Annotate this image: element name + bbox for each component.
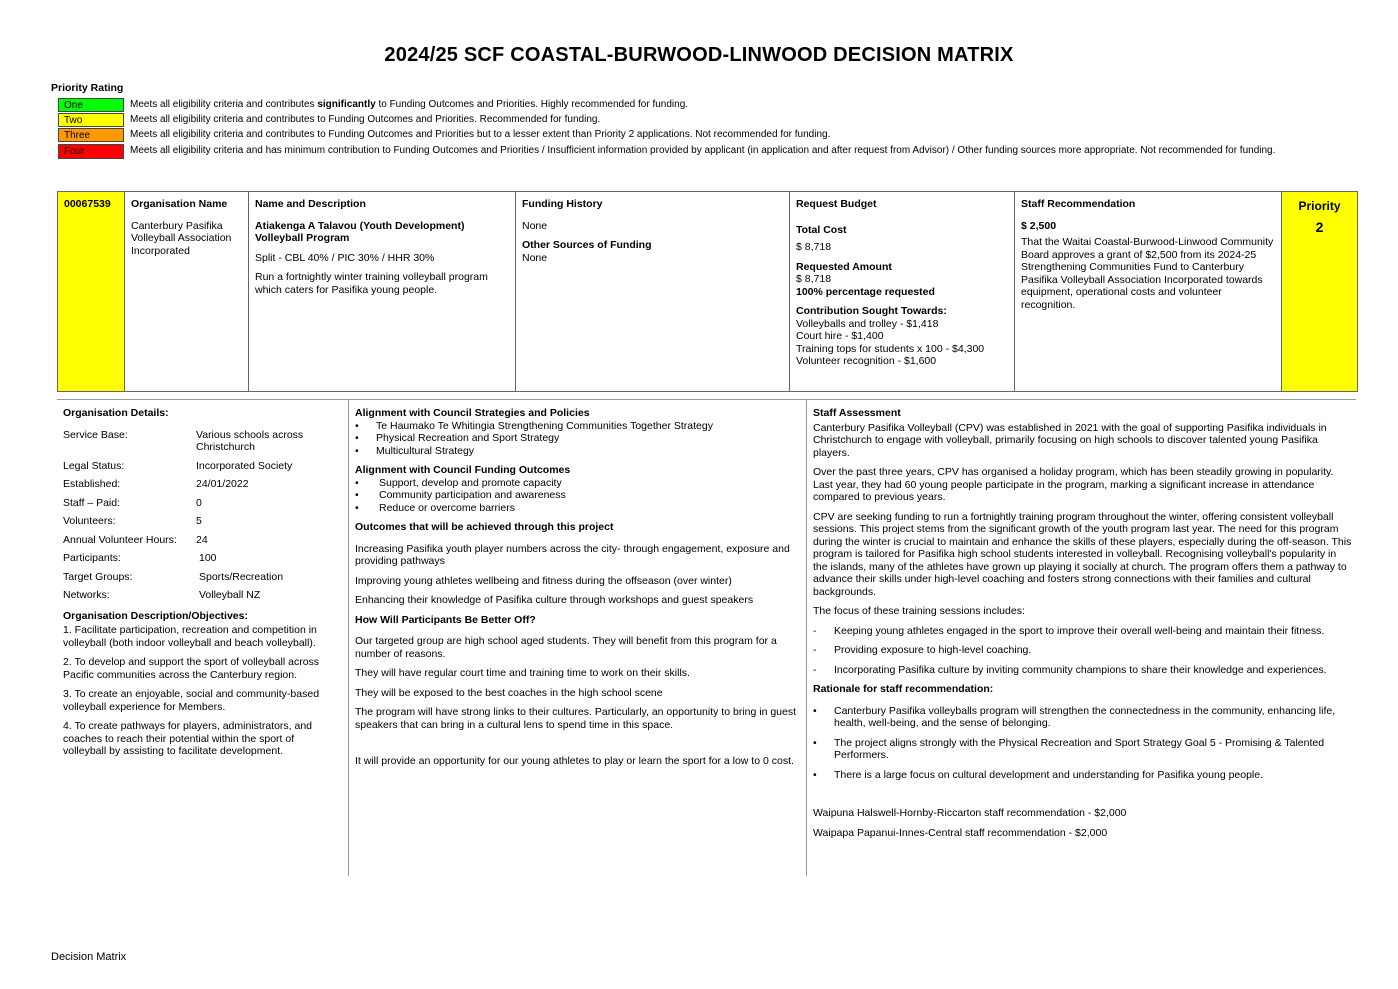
name-description-cell bbox=[249, 192, 516, 392]
organisation-details-column bbox=[63, 407, 339, 765]
focus-list bbox=[813, 625, 1353, 677]
column-divider-left bbox=[348, 400, 349, 876]
priority-text-one-bold: significantly bbox=[317, 99, 376, 110]
detail-row-networks bbox=[63, 589, 339, 602]
page-footer: Decision Matrix bbox=[51, 951, 127, 963]
assessment-header: Staff Assessment bbox=[813, 407, 901, 419]
focus-text: Providing exposure to high-level coaching. bbox=[834, 644, 1032, 656]
detail-row-established bbox=[63, 478, 339, 491]
detail-row-service-base bbox=[63, 429, 339, 454]
detail-key: Participants: bbox=[63, 552, 121, 564]
list-item bbox=[813, 737, 1353, 762]
detail-row-volunteers bbox=[63, 515, 339, 528]
priority-rating-label: Priority Rating bbox=[51, 82, 124, 94]
detail-value: 24 bbox=[196, 533, 208, 546]
assessment-paragraph: The focus of these training sessions includes: bbox=[813, 605, 1025, 617]
rationale-text: There is a large focus on cultural development and understanding for Pasifika young people. bbox=[834, 768, 1264, 781]
other-sources-value: None bbox=[522, 251, 548, 264]
better-off-item: The program will have strong links to their cultures. Particularly, an opportunity to bring in guest speakers that can bring in a cultural lens to spend time in this space. bbox=[355, 706, 797, 731]
detail-value: 100 bbox=[199, 552, 217, 564]
org-details-header: Organisation Details: bbox=[63, 407, 169, 419]
project-description: Run a fortnightly winter training volleyball program which caters for Pasifika young people. bbox=[255, 271, 488, 296]
application-id-cell bbox=[58, 192, 125, 392]
achieved-item: Enhancing their knowledge of Pasifika culture through workshops and guest speakers bbox=[355, 594, 754, 606]
staff-recommendation-text: That the Waitai Coastal-Burwood-Linwood Community Board approves a grant of $2,500 from its 2024-25 Strengthening Communities Fund to Canterbury Pasifika Volleyball Association Incorporated towards equipment, operational costs and volunteer recognition. bbox=[1021, 236, 1274, 311]
better-off-final: It will provide an opportunity for our young athletes to play or learn the sport for a low to 0 cost. bbox=[355, 755, 794, 767]
application-table bbox=[57, 191, 1358, 392]
funding-split: Split - CBL 40% / PIC 30% / HHR 30% bbox=[255, 251, 435, 264]
total-cost-value: $ 8,718 bbox=[796, 241, 832, 253]
page-title: 2024/25 SCF COASTAL-BURWOOD-LINWOOD DECISION MATRIX bbox=[384, 44, 1014, 66]
strategies-list bbox=[355, 420, 800, 458]
strategy-text: Physical Recreation and Sport Strategy bbox=[376, 432, 560, 444]
outcomes-list bbox=[355, 477, 800, 515]
strategy-text: Te Haumako Te Whitingia Strengthening Communities Together Strategy bbox=[376, 419, 713, 432]
detail-row-target-groups bbox=[63, 571, 339, 584]
priority-swatch-four: Four bbox=[58, 144, 124, 159]
objectives-header: Organisation Description/Objectives: bbox=[63, 609, 248, 622]
contribution-item: Training tops for students x 100 - $4,300 bbox=[796, 342, 985, 355]
contribution-item: Court hire - $1,400 bbox=[796, 330, 884, 342]
request-budget-cell bbox=[790, 192, 1015, 392]
detail-row-participants bbox=[63, 552, 339, 565]
detail-value: 0 bbox=[196, 496, 202, 509]
rationale-header: Rationale for staff recommendation: bbox=[813, 683, 994, 695]
strategy-text: Multicultural Strategy bbox=[376, 444, 475, 457]
priority-header: Priority bbox=[1298, 199, 1341, 213]
detail-row-legal-status bbox=[63, 460, 339, 473]
outcome-text: Reduce or overcome barriers bbox=[379, 501, 515, 514]
funding-history-value: None bbox=[522, 219, 548, 232]
detail-value: Various schools across Christchurch bbox=[196, 428, 304, 453]
priority-swatch-two: Two bbox=[58, 113, 124, 127]
detail-key: Legal Status: bbox=[63, 459, 125, 472]
organisation-cell bbox=[125, 192, 249, 392]
detail-row-staff-paid bbox=[63, 497, 339, 510]
detail-value: 5 bbox=[196, 515, 202, 527]
strategies-header: Alignment with Council Strategies and Policies bbox=[355, 407, 590, 419]
priority-swatch-one: One bbox=[58, 98, 124, 112]
list-item bbox=[813, 705, 1353, 730]
objective-item: 2. To develop and support the sport of volleyball across Pacific communities across the Canterbury region. bbox=[63, 656, 320, 681]
priority-text-one-post: to Funding Outcomes and Priorities. Highly recommended for funding. bbox=[375, 99, 689, 110]
bullet-icon: • bbox=[355, 489, 359, 501]
staff-recommendation-header: Staff Recommendation bbox=[1021, 198, 1136, 210]
application-id: 00067539 bbox=[64, 198, 111, 210]
focus-text: Incorporating Pasifika culture by inviting community champions to share their knowledge and experiences. bbox=[834, 663, 1327, 676]
dash-icon: - bbox=[813, 663, 817, 676]
staff-assessment-column bbox=[813, 407, 1353, 846]
other-recommendation: Waipuna Halswell-Hornby-Riccarton staff recommendation - $2,000 bbox=[813, 807, 1127, 819]
project-name: Atiakenga A Talavou (Youth Development) Volleyball Program bbox=[255, 219, 465, 244]
outcome-text: Support, develop and promote capacity bbox=[379, 476, 562, 489]
list-item bbox=[355, 502, 800, 515]
contribution-label: Contribution Sought Towards: bbox=[796, 305, 947, 317]
section-divider bbox=[57, 399, 1356, 400]
better-off-item: Our targeted group are high school aged students. They will benefit from this program for a number of reasons. bbox=[355, 635, 777, 660]
detail-key: Target Groups: bbox=[63, 570, 133, 583]
achieved-item: Improving young athletes wellbeing and fitness during the offseason (over winter) bbox=[355, 574, 732, 587]
dash-icon: - bbox=[813, 644, 817, 656]
requested-amount-value: $ 8,718 bbox=[796, 273, 832, 285]
total-cost-label: Total Cost bbox=[796, 223, 847, 236]
rationale-text: Canterbury Pasifika volleyballs program will strengthen the connectedness in the community, enhancing life, health, well-being, and the sense of belonging. bbox=[834, 704, 1336, 729]
outcomes-header: Alignment with Council Funding Outcomes bbox=[355, 464, 571, 476]
priority-text-one-pre: Meets all eligibility criteria and contributes bbox=[130, 99, 318, 110]
objective-item: 4. To create pathways for players, administrators, and coaches to reach their potential within the sport of volleyball by assisting to facilitate development. bbox=[63, 720, 313, 757]
requested-amount-label: Requested Amount bbox=[796, 260, 892, 273]
bullet-icon: • bbox=[355, 444, 359, 457]
objective-item: 1. Facilitate participation, recreation and competition in volleyball (both indoor volleyball and beach volleyball). bbox=[63, 624, 317, 649]
staff-recommendation-amount: $ 2,500 bbox=[1021, 219, 1057, 232]
bullet-icon: • bbox=[355, 476, 359, 489]
bullet-icon: • bbox=[355, 419, 359, 432]
achieved-item: Increasing Pasifika youth player numbers across the city- through engagement, exposure and providing pathways bbox=[355, 542, 790, 567]
detail-row-volunteer-hours bbox=[63, 534, 339, 547]
outcome-text: Community participation and awareness bbox=[379, 489, 566, 501]
list-item bbox=[813, 644, 1353, 657]
alignment-column bbox=[355, 407, 800, 775]
rationale-list bbox=[813, 705, 1353, 782]
bullet-icon: • bbox=[355, 501, 359, 514]
priority-cell bbox=[1282, 192, 1358, 392]
list-item bbox=[813, 664, 1353, 677]
detail-key: Annual Volunteer Hours: bbox=[63, 533, 177, 546]
achieved-header: Outcomes that will be achieved through this project bbox=[355, 521, 614, 533]
rationale-text: The project aligns strongly with the Physical Recreation and Sport Strategy Goal 5 - Promising & Talented Performers. bbox=[834, 736, 1325, 761]
assessment-paragraph: CPV are seeking funding to run a fortnightly training program throughout the winter, offering consistent volleyball sessions. This project stems from the significant growth of the youth program last year. The need for this program during the winter is crucial to maintain and enhance the skills of these players, especially during the off-season. This program is tailored for Pasifika high school students interested in volleyball. Recognising volleyball's popularity in the islands, many of the athletes have grown up playing it socially at church. The program offers them a pathway to advance their skills under high-level coaching and fosters strong connections with their families and cultural backgrounds. bbox=[813, 510, 1352, 598]
better-off-item: They will be exposed to the best coaches in the high school scene bbox=[355, 686, 663, 699]
detail-key: Service Base: bbox=[63, 428, 128, 441]
focus-text: Keeping young athletes engaged in the sport to improve their overall well-being and maintain their fitness. bbox=[834, 624, 1325, 637]
org-name: Canterbury Pasifika Volleyball Association Incorporated bbox=[131, 219, 232, 257]
better-off-header: How Will Participants Be Better Off? bbox=[355, 613, 536, 626]
bullet-icon: • bbox=[813, 704, 817, 717]
assessment-paragraph: Canterbury Pasifika Volleyball (CPV) was established in 2021 with the goal of supporting Pasifika individuals in Christchurch to engage with volleyball, primarily focusing on high schools to discover talented young Pasifika players. bbox=[813, 421, 1327, 459]
name-description-header: Name and Description bbox=[255, 198, 366, 210]
detail-key: Networks: bbox=[63, 589, 110, 601]
request-budget-header: Request Budget bbox=[796, 198, 877, 210]
list-item bbox=[813, 769, 1353, 782]
assessment-paragraph: Over the past three years, CPV has organised a holiday program, which has been steadily growing in popularity. Last year, they had 60 young people participate in the program, marking a significant increase in attendance compared to previous years. bbox=[813, 466, 1334, 503]
detail-value: Volleyball NZ bbox=[199, 589, 261, 601]
other-recommendation: Waipapa Papanui-Innes-Central staff recommendation - $2,000 bbox=[813, 826, 1108, 839]
detail-value: Sports/Recreation bbox=[199, 570, 284, 583]
objective-item: 3. To create an enjoyable, social and community-based volleyball experience for Members. bbox=[63, 688, 320, 713]
priority-text-four: Meets all eligibility criteria and has minimum contribution to Funding Outcomes and Priorities / Insufficient information provided by applicant (in application and after request from Advisor) / Other funding sources more appropriate. Not recommended for funding. bbox=[130, 145, 1276, 156]
detail-value: Incorporated Society bbox=[196, 459, 293, 472]
priority-text-two: Meets all eligibility criteria and contributes to Funding Outcomes and Priorities. Recommended for funding. bbox=[130, 114, 601, 125]
bullet-icon: • bbox=[813, 768, 817, 781]
list-item bbox=[355, 477, 800, 490]
detail-key: Established: bbox=[63, 478, 121, 490]
detail-value: 24/01/2022 bbox=[196, 478, 249, 490]
funding-history-cell bbox=[516, 192, 790, 392]
org-name-header: Organisation Name bbox=[131, 198, 228, 210]
priority-value: 2 bbox=[1315, 218, 1324, 235]
other-sources-header: Other Sources of Funding bbox=[522, 239, 652, 251]
bullet-icon: • bbox=[355, 432, 359, 444]
funding-history-header: Funding History bbox=[522, 198, 603, 210]
list-item bbox=[813, 625, 1353, 638]
dash-icon: - bbox=[813, 624, 817, 637]
detail-key: Volunteers: bbox=[63, 515, 116, 527]
contribution-item: Volunteer recognition - $1,600 bbox=[796, 355, 937, 367]
list-item bbox=[355, 432, 800, 445]
percent-requested: 100% percentage requested bbox=[796, 285, 935, 298]
list-item bbox=[355, 420, 800, 433]
better-off-item: They will have regular court time and training time to work on their skills. bbox=[355, 667, 690, 679]
contribution-item: Volleyballs and trolley - $1,418 bbox=[796, 317, 939, 330]
staff-recommendation-cell bbox=[1015, 192, 1282, 392]
priority-swatch-three: Three bbox=[58, 128, 124, 142]
column-divider-right bbox=[806, 400, 807, 876]
bullet-icon: • bbox=[813, 736, 817, 749]
priority-text-three: Meets all eligibility criteria and contributes to Funding Outcomes and Priorities but to a lesser extent than Priority 2 applications. Not recommended for funding. bbox=[130, 129, 831, 140]
priority-text-one bbox=[130, 99, 1320, 111]
list-item bbox=[355, 489, 800, 502]
detail-key: Staff – Paid: bbox=[63, 496, 121, 509]
list-item bbox=[355, 445, 800, 458]
